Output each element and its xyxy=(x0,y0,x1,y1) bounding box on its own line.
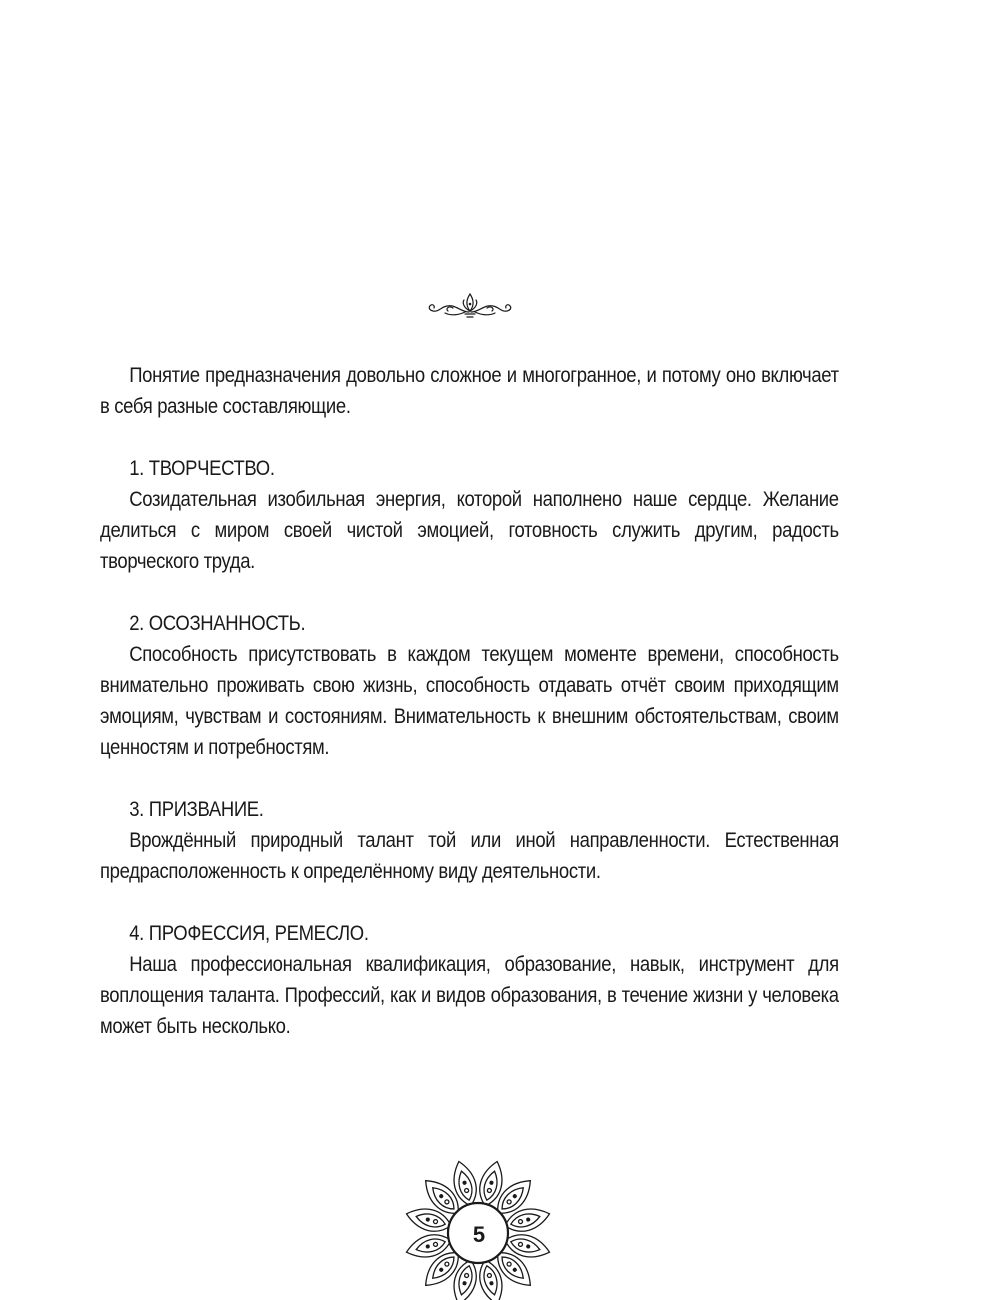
section-body-creativity: Созидательная изобильная энергия, которой наполнено наше сердце. Желание делиться с миром своей чистой эмоцией, готовность служить другим, радость творческого труда. xyxy=(100,487,839,573)
section-body-calling: Врождённый природный талант той или иной направленности. Естественная предрасположенность к определённому виду деятельности. xyxy=(100,828,839,883)
section-body-profession: Наша профессиональная квалификация, образование, навык, инструмент для воплощения таланта. Профессий, как и видов образования, в течение жизни у человека может быть несколько. xyxy=(100,952,839,1038)
section-heading-profession: 4. ПРОФЕССИЯ, РЕМЕСЛО. xyxy=(129,921,369,945)
section-body-awareness: Способность присутствовать в каждом текущем моменте времени, способность внимательно проживать свою жизнь, способность отдавать отчёт своим приходящим эмоциям, чувствам и состояниям. Внимательность к внешним обстоятельствам, своим ценностям и потребностям. xyxy=(100,642,839,759)
main-text xyxy=(100,360,839,1042)
page-number: 5 xyxy=(472,1222,486,1247)
flourish-divider-icon xyxy=(425,290,515,320)
section-heading-awareness: 2. ОСОЗНАННОСТЬ. xyxy=(129,611,306,635)
section-heading-creativity: 1. ТВОРЧЕСТВО. xyxy=(129,456,275,480)
intro-paragraph: Понятие предназначения довольно сложное и многогранное, и потому оно включает в себя разные составляющие. xyxy=(100,363,839,418)
section-heading-calling: 3. ПРИЗВАНИЕ. xyxy=(129,797,264,821)
